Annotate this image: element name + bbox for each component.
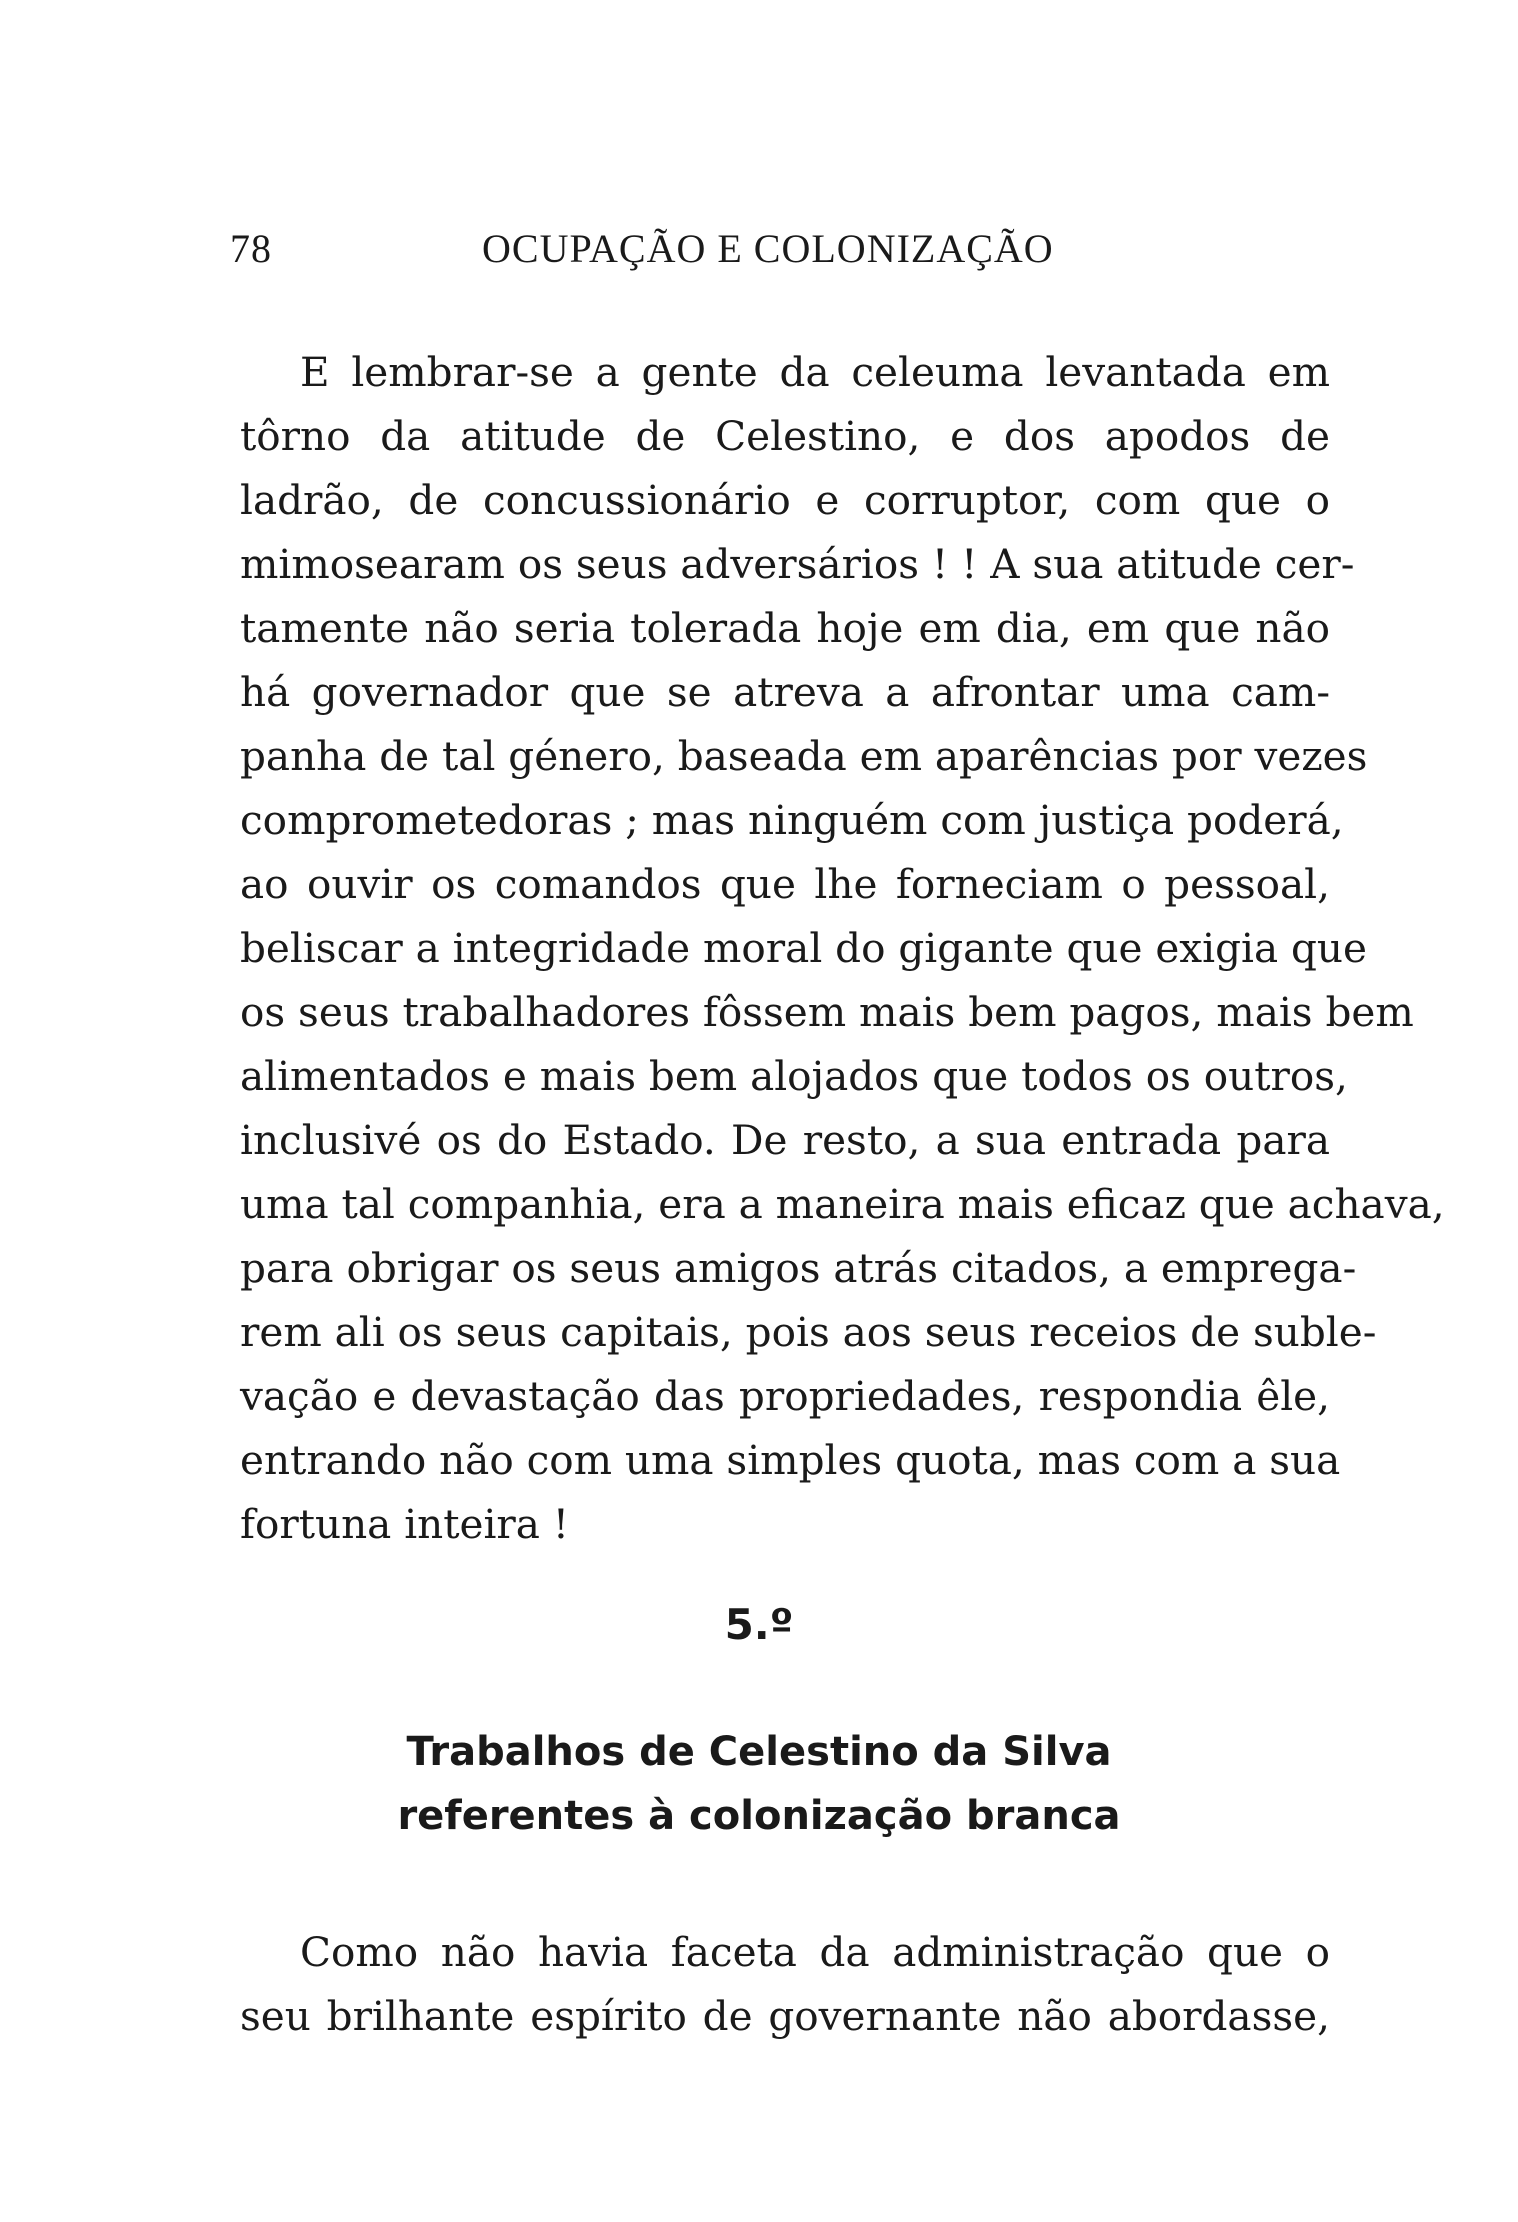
text-line: uma tal companhia, era a maneira mais eficaz que achava, (240, 1180, 1445, 1228)
text-line: seu brilhante espírito de governante não abordasse, (240, 1992, 1330, 2040)
section-title-line: Trabalhos de Celestino da Silva (406, 1729, 1112, 1775)
text-line: vação e devastação das propriedades, respondia êle, (240, 1372, 1330, 1420)
text-line: comprometedoras ; mas ninguém com justiça poderá, (240, 796, 1344, 844)
text-line: rem ali os seus capitais, pois aos seus receios de suble- (240, 1308, 1377, 1356)
text-line: panha de tal género, baseada em aparências por vezes (240, 732, 1368, 780)
text-line: Como não havia faceta da administração que o (300, 1928, 1330, 1976)
text-line: alimentados e mais bem alojados que todos os outros, (240, 1052, 1348, 1100)
text-line: fortuna inteira ! (240, 1500, 570, 1548)
text-line: tôrno da atitude de Celestino, e dos apodos de (240, 412, 1330, 460)
text-line: para obrigar os seus amigos atrás citados, a emprega- (240, 1244, 1357, 1292)
text-line: E lembrar-se a gente da celeuma levantada em (300, 348, 1330, 396)
text-line: mimosearam os seus adversários ! ! A sua atitude cer- (240, 540, 1355, 588)
section-title-line: referentes à colonização branca (397, 1793, 1121, 1839)
body-paragraph-1 (240, 340, 1445, 1556)
text-line: ao ouvir os comandos que lhe forneciam o pessoal, (240, 860, 1330, 908)
text-line: tamente não seria tolerada hoje em dia, em que não (240, 604, 1330, 652)
text-line: inclusivé os do Estado. De resto, a sua entrada para (240, 1116, 1330, 1164)
text-line: os seus trabalhadores fôssem mais bem pagos, mais bem (240, 988, 1414, 1036)
text-line: beliscar a integridade moral do gigante que exigia que (240, 924, 1367, 972)
text-line: ladrão, de concussionário e corruptor, com que o (240, 476, 1330, 524)
section-title (0, 1720, 1518, 1848)
body-paragraph-2 (240, 1920, 1330, 2048)
running-title: OCUPAÇÃO E COLONIZAÇÃO (482, 226, 1054, 271)
page-number: 78 (230, 226, 272, 271)
text-line: entrando não com uma simples quota, mas com a sua (240, 1436, 1341, 1484)
running-header (230, 225, 1360, 285)
section-number: 5.º (724, 1600, 794, 1649)
text-line: há governador que se atreva a afrontar uma cam- (240, 668, 1330, 716)
